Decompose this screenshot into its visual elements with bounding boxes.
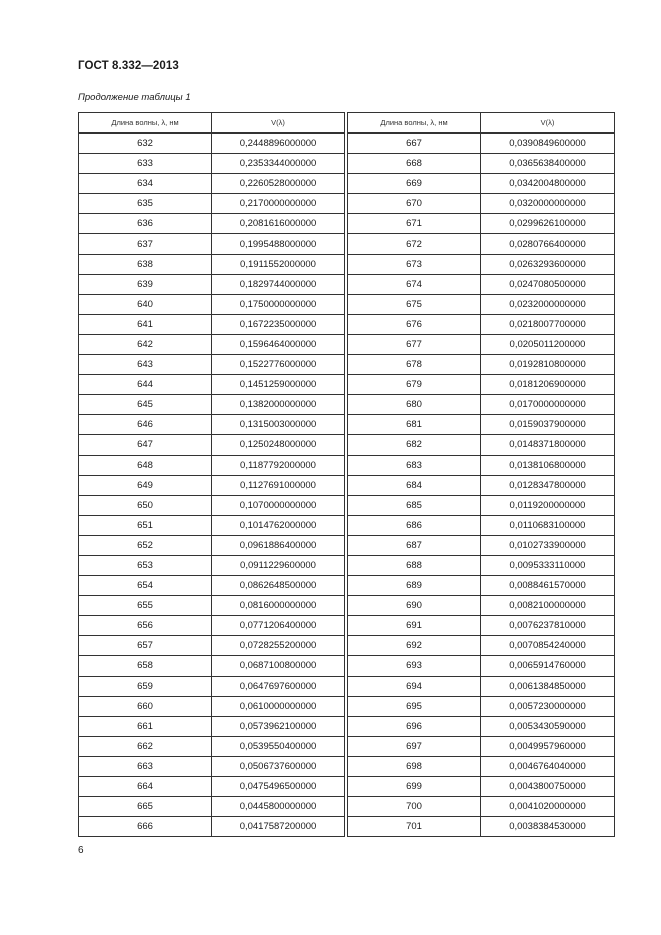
table-row xyxy=(79,174,615,194)
cell-wavelength-right: 696 xyxy=(348,716,481,736)
cell-wavelength-right: 673 xyxy=(348,254,481,274)
cell-wavelength-left: 646 xyxy=(79,415,212,435)
cell-v-lambda-left: 0,0961886400000 xyxy=(212,535,345,555)
cell-v-lambda-right: 0,0088461570000 xyxy=(481,576,615,596)
cell-wavelength-left: 652 xyxy=(79,535,212,555)
table-row xyxy=(79,234,615,254)
cell-v-lambda-left: 0,0816000000000 xyxy=(212,596,345,616)
table-row xyxy=(79,535,615,555)
cell-v-lambda-right: 0,0170000000000 xyxy=(481,395,615,415)
cell-wavelength-right: 676 xyxy=(348,314,481,334)
cell-v-lambda-right: 0,0263293600000 xyxy=(481,254,615,274)
cell-wavelength-left: 662 xyxy=(79,736,212,756)
cell-v-lambda-right: 0,0038384530000 xyxy=(481,817,615,837)
document-title: ГОСТ 8.332—2013 xyxy=(78,60,179,72)
cell-wavelength-right: 690 xyxy=(348,596,481,616)
cell-wavelength-right: 694 xyxy=(348,676,481,696)
cell-wavelength-left: 665 xyxy=(79,797,212,817)
cell-wavelength-left: 650 xyxy=(79,495,212,515)
cell-v-lambda-right: 0,0057230000000 xyxy=(481,696,615,716)
cell-wavelength-left: 638 xyxy=(79,254,212,274)
data-table xyxy=(78,112,615,837)
cell-v-lambda-left: 0,1250248000000 xyxy=(212,435,345,455)
table-row xyxy=(79,375,615,395)
cell-v-lambda-left: 0,0911229600000 xyxy=(212,555,345,575)
cell-wavelength-right: 700 xyxy=(348,797,481,817)
cell-v-lambda-right: 0,0065914760000 xyxy=(481,656,615,676)
cell-wavelength-right: 699 xyxy=(348,777,481,797)
cell-v-lambda-left: 0,1911552000000 xyxy=(212,254,345,274)
table-row xyxy=(79,696,615,716)
table-row xyxy=(79,214,615,234)
column-header-v-lambda-right: V(λ) xyxy=(481,113,615,134)
cell-wavelength-right: 682 xyxy=(348,435,481,455)
cell-v-lambda-right: 0,0110683100000 xyxy=(481,515,615,535)
cell-wavelength-left: 641 xyxy=(79,314,212,334)
cell-v-lambda-left: 0,1829744000000 xyxy=(212,274,345,294)
cell-v-lambda-left: 0,1596464000000 xyxy=(212,334,345,354)
cell-v-lambda-left: 0,0862648500000 xyxy=(212,576,345,596)
table-row xyxy=(79,194,615,214)
cell-wavelength-left: 637 xyxy=(79,234,212,254)
cell-wavelength-right: 668 xyxy=(348,154,481,174)
cell-v-lambda-left: 0,2170000000000 xyxy=(212,194,345,214)
cell-v-lambda-right: 0,0138106800000 xyxy=(481,455,615,475)
cell-wavelength-right: 684 xyxy=(348,475,481,495)
cell-v-lambda-right: 0,0148371800000 xyxy=(481,435,615,455)
cell-v-lambda-left: 0,2081616000000 xyxy=(212,214,345,234)
table-row xyxy=(79,254,615,274)
cell-wavelength-left: 649 xyxy=(79,475,212,495)
cell-v-lambda-right: 0,0043800750000 xyxy=(481,777,615,797)
cell-v-lambda-left: 0,2260528000000 xyxy=(212,174,345,194)
cell-wavelength-right: 701 xyxy=(348,817,481,837)
cell-v-lambda-left: 0,1995488000000 xyxy=(212,234,345,254)
cell-v-lambda-right: 0,0061384850000 xyxy=(481,676,615,696)
table-row xyxy=(79,756,615,776)
cell-wavelength-right: 674 xyxy=(348,274,481,294)
table-row xyxy=(79,355,615,375)
table-row xyxy=(79,495,615,515)
cell-wavelength-left: 642 xyxy=(79,334,212,354)
cell-v-lambda-left: 0,0771206400000 xyxy=(212,616,345,636)
cell-wavelength-left: 658 xyxy=(79,656,212,676)
cell-v-lambda-left: 0,1382000000000 xyxy=(212,395,345,415)
table-row xyxy=(79,596,615,616)
table-body xyxy=(79,133,615,837)
table-row xyxy=(79,334,615,354)
cell-v-lambda-right: 0,0053430590000 xyxy=(481,716,615,736)
cell-v-lambda-left: 0,1127691000000 xyxy=(212,475,345,495)
table-row xyxy=(79,475,615,495)
cell-wavelength-right: 697 xyxy=(348,736,481,756)
cell-v-lambda-right: 0,0280766400000 xyxy=(481,234,615,254)
cell-v-lambda-left: 0,1014762000000 xyxy=(212,515,345,535)
cell-wavelength-left: 632 xyxy=(79,133,212,154)
cell-wavelength-right: 685 xyxy=(348,495,481,515)
cell-v-lambda-left: 0,2448896000000 xyxy=(212,133,345,154)
cell-wavelength-right: 671 xyxy=(348,214,481,234)
cell-wavelength-right: 672 xyxy=(348,234,481,254)
cell-v-lambda-left: 0,0417587200000 xyxy=(212,817,345,837)
cell-v-lambda-left: 0,1315003000000 xyxy=(212,415,345,435)
cell-v-lambda-right: 0,0365638400000 xyxy=(481,154,615,174)
cell-v-lambda-left: 0,1522776000000 xyxy=(212,355,345,375)
cell-wavelength-right: 677 xyxy=(348,334,481,354)
column-header-wavelength-left: Длина волны, λ, нм xyxy=(79,113,212,134)
cell-v-lambda-right: 0,0046764040000 xyxy=(481,756,615,776)
cell-wavelength-left: 647 xyxy=(79,435,212,455)
cell-wavelength-left: 639 xyxy=(79,274,212,294)
cell-v-lambda-left: 0,1672235000000 xyxy=(212,314,345,334)
cell-v-lambda-left: 0,1070000000000 xyxy=(212,495,345,515)
cell-v-lambda-right: 0,0232000000000 xyxy=(481,294,615,314)
cell-wavelength-left: 660 xyxy=(79,696,212,716)
table-row xyxy=(79,616,615,636)
cell-v-lambda-left: 0,1750000000000 xyxy=(212,294,345,314)
table-row xyxy=(79,133,615,154)
cell-v-lambda-right: 0,0342004800000 xyxy=(481,174,615,194)
cell-v-lambda-right: 0,0181206900000 xyxy=(481,375,615,395)
table-row xyxy=(79,314,615,334)
table-row xyxy=(79,274,615,294)
cell-wavelength-right: 695 xyxy=(348,696,481,716)
cell-v-lambda-left: 0,1451259000000 xyxy=(212,375,345,395)
table-row xyxy=(79,676,615,696)
cell-wavelength-right: 678 xyxy=(348,355,481,375)
cell-v-lambda-right: 0,0076237810000 xyxy=(481,616,615,636)
cell-v-lambda-right: 0,0095333110000 xyxy=(481,555,615,575)
cell-wavelength-left: 651 xyxy=(79,515,212,535)
table-row xyxy=(79,395,615,415)
table-row xyxy=(79,636,615,656)
table-header-row xyxy=(79,113,615,134)
cell-wavelength-right: 689 xyxy=(348,576,481,596)
cell-wavelength-right: 683 xyxy=(348,455,481,475)
page-number: 6 xyxy=(78,845,84,856)
cell-v-lambda-right: 0,0128347800000 xyxy=(481,475,615,495)
table-row xyxy=(79,716,615,736)
cell-wavelength-right: 679 xyxy=(348,375,481,395)
cell-wavelength-right: 693 xyxy=(348,656,481,676)
cell-wavelength-left: 663 xyxy=(79,756,212,776)
cell-wavelength-left: 644 xyxy=(79,375,212,395)
table-row xyxy=(79,656,615,676)
cell-v-lambda-right: 0,0041020000000 xyxy=(481,797,615,817)
cell-wavelength-left: 643 xyxy=(79,355,212,375)
table-row xyxy=(79,455,615,475)
cell-wavelength-left: 648 xyxy=(79,455,212,475)
cell-v-lambda-left: 0,1187792000000 xyxy=(212,455,345,475)
cell-v-lambda-right: 0,0299626100000 xyxy=(481,214,615,234)
table-row xyxy=(79,435,615,455)
table-row xyxy=(79,555,615,575)
cell-v-lambda-left: 0,0687100800000 xyxy=(212,656,345,676)
table-row xyxy=(79,415,615,435)
cell-wavelength-left: 666 xyxy=(79,817,212,837)
cell-wavelength-left: 635 xyxy=(79,194,212,214)
table-row xyxy=(79,294,615,314)
cell-wavelength-right: 692 xyxy=(348,636,481,656)
cell-wavelength-left: 640 xyxy=(79,294,212,314)
cell-wavelength-left: 655 xyxy=(79,596,212,616)
cell-v-lambda-right: 0,0082100000000 xyxy=(481,596,615,616)
cell-wavelength-right: 698 xyxy=(348,756,481,776)
cell-v-lambda-right: 0,0070854240000 xyxy=(481,636,615,656)
cell-wavelength-left: 656 xyxy=(79,616,212,636)
cell-wavelength-left: 654 xyxy=(79,576,212,596)
cell-wavelength-right: 686 xyxy=(348,515,481,535)
cell-v-lambda-left: 0,2353344000000 xyxy=(212,154,345,174)
cell-wavelength-right: 688 xyxy=(348,555,481,575)
cell-wavelength-left: 664 xyxy=(79,777,212,797)
table-row xyxy=(79,515,615,535)
cell-v-lambda-left: 0,0728255200000 xyxy=(212,636,345,656)
cell-v-lambda-right: 0,0320000000000 xyxy=(481,194,615,214)
cell-v-lambda-left: 0,0475496500000 xyxy=(212,777,345,797)
cell-wavelength-right: 670 xyxy=(348,194,481,214)
cell-wavelength-left: 645 xyxy=(79,395,212,415)
cell-v-lambda-left: 0,0610000000000 xyxy=(212,696,345,716)
cell-wavelength-right: 687 xyxy=(348,535,481,555)
table-row xyxy=(79,817,615,837)
cell-v-lambda-left: 0,0539550400000 xyxy=(212,736,345,756)
cell-wavelength-left: 636 xyxy=(79,214,212,234)
cell-v-lambda-left: 0,0445800000000 xyxy=(212,797,345,817)
cell-v-lambda-right: 0,0192810800000 xyxy=(481,355,615,375)
table-row xyxy=(79,576,615,596)
table-row xyxy=(79,736,615,756)
cell-v-lambda-left: 0,0573962100000 xyxy=(212,716,345,736)
cell-wavelength-left: 653 xyxy=(79,555,212,575)
cell-wavelength-left: 659 xyxy=(79,676,212,696)
table-row xyxy=(79,154,615,174)
table-row xyxy=(79,797,615,817)
cell-wavelength-right: 669 xyxy=(348,174,481,194)
cell-wavelength-left: 657 xyxy=(79,636,212,656)
cell-v-lambda-left: 0,0506737600000 xyxy=(212,756,345,776)
column-header-v-lambda-left: V(λ) xyxy=(212,113,345,134)
cell-v-lambda-right: 0,0247080500000 xyxy=(481,274,615,294)
cell-wavelength-left: 633 xyxy=(79,154,212,174)
cell-v-lambda-right: 0,0390849600000 xyxy=(481,133,615,154)
column-header-wavelength-right: Длина волны, λ, нм xyxy=(348,113,481,134)
cell-wavelength-right: 691 xyxy=(348,616,481,636)
cell-v-lambda-right: 0,0102733900000 xyxy=(481,535,615,555)
cell-v-lambda-right: 0,0159037900000 xyxy=(481,415,615,435)
cell-wavelength-left: 634 xyxy=(79,174,212,194)
cell-v-lambda-right: 0,0218007700000 xyxy=(481,314,615,334)
table-row xyxy=(79,777,615,797)
table-caption: Продолжение таблицы 1 xyxy=(78,92,191,103)
cell-wavelength-left: 661 xyxy=(79,716,212,736)
cell-wavelength-right: 667 xyxy=(348,133,481,154)
cell-v-lambda-left: 0,0647697600000 xyxy=(212,676,345,696)
cell-v-lambda-right: 0,0205011200000 xyxy=(481,334,615,354)
cell-wavelength-right: 681 xyxy=(348,415,481,435)
cell-wavelength-right: 680 xyxy=(348,395,481,415)
cell-wavelength-right: 675 xyxy=(348,294,481,314)
cell-v-lambda-right: 0,0119200000000 xyxy=(481,495,615,515)
cell-v-lambda-right: 0,0049957960000 xyxy=(481,736,615,756)
